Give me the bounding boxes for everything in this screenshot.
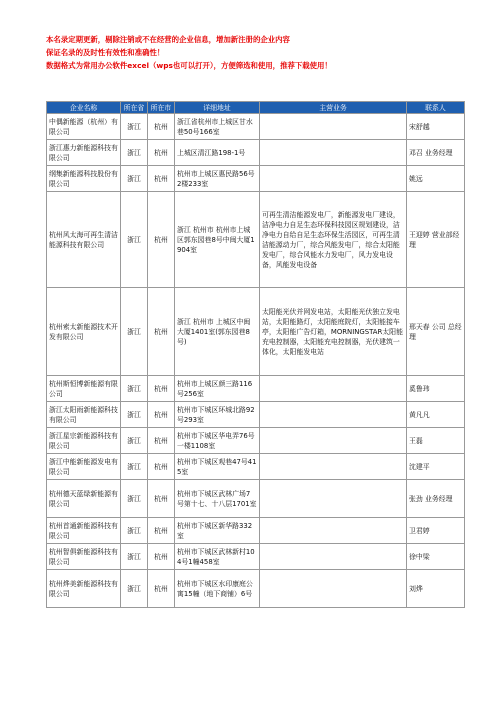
business-cell xyxy=(260,518,407,544)
header-contact: 联系人 xyxy=(407,102,465,114)
contact-cell: 徐中梁 xyxy=(407,544,465,570)
contact-cell: 邓召 业务经理 xyxy=(407,140,465,166)
company-name-cell: 浙江惠力新能源科技有限公司 xyxy=(47,140,121,166)
notice-line-1: 本名录定期更新，剔除注销或不在经营的企业信息，增加新注册的企业内容 xyxy=(46,35,290,44)
province-cell: 浙江 xyxy=(121,376,148,402)
address-cell: 杭州市下城区水印康庭公寓15幢（地下商铺）6号 xyxy=(175,570,260,608)
province-cell: 浙江 xyxy=(121,288,148,376)
company-name-cell: 杭州智俱新能源科技有限公司 xyxy=(47,544,121,570)
business-cell xyxy=(260,570,407,608)
address-cell: 杭州市上城区颜三路116号256室 xyxy=(175,376,260,402)
table-row xyxy=(47,114,465,140)
table-row xyxy=(47,140,465,166)
business-cell: 可再生清洁能源发电厂，新能源发电厂建设，洁净电力自足生态环保科技园区规划建设，洁净电力自给自足生态环保生活园区，可再生清洁能源动力厂，综合风能发电厂，综合太阳能发电厂，综合风能水力发电厂，风力发电设备，风能发电设备 xyxy=(260,192,407,288)
address-cell: 杭州市下城区武林新村104号1幢458室 xyxy=(175,544,260,570)
address-cell: 杭州市下城区观巷47号415室 xyxy=(175,454,260,480)
header-province: 所在省 xyxy=(121,102,148,114)
province-cell: 浙江 xyxy=(121,192,148,288)
contact-cell: 王磊 xyxy=(407,428,465,454)
business-cell xyxy=(260,140,407,166)
notice-line-2: 保证名录的及时性有效性和准确性！ xyxy=(46,48,165,57)
business-cell xyxy=(260,428,407,454)
contact-cell: 黄凡凡 xyxy=(407,402,465,428)
province-cell: 浙江 xyxy=(121,166,148,192)
province-cell: 浙江 xyxy=(121,570,148,608)
city-cell: 杭州 xyxy=(148,428,175,454)
business-cell: 太阳能光伏并网发电站，太阳能光伏独立发电站，太阳能路灯，太阳能庭院灯，太阳能接车亭，太阳能广告灯箱，MORNINGSTAR太阳能充电控制器，太阳能充电控制器，光伏建筑一体化，太阳能发电站 xyxy=(260,288,407,376)
table-row xyxy=(47,166,465,192)
company-name-cell: 杭州烨美新能源科技有限公司 xyxy=(47,570,121,608)
table-row xyxy=(47,428,465,454)
address-cell: 浙江省杭州市上城区甘水巷50号166室 xyxy=(175,114,260,140)
city-cell: 杭州 xyxy=(148,192,175,288)
company-name-cell: 浙江中能新能源发电有限公司 xyxy=(47,454,121,480)
table-row xyxy=(47,402,465,428)
contact-cell: 奚鲁玮 xyxy=(407,376,465,402)
address-cell: 杭州市下城区武林广场7号第十七、十八层1701室 xyxy=(175,480,260,518)
table-row xyxy=(47,288,465,376)
address-cell: 浙江 杭州市 杭州市上城区郭东园巷8号中闽大厦1904室 xyxy=(175,192,260,288)
city-cell: 杭州 xyxy=(148,166,175,192)
company-name-cell: 杭州德天蓝绿新能源有限公司 xyxy=(47,480,121,518)
province-cell: 浙江 xyxy=(121,544,148,570)
table-row xyxy=(47,518,465,544)
table-row xyxy=(47,454,465,480)
contact-cell: 邢天春 公司 总经理 xyxy=(407,288,465,376)
city-cell: 杭州 xyxy=(148,544,175,570)
header-address: 详细地址 xyxy=(175,102,260,114)
city-cell: 杭州 xyxy=(148,454,175,480)
table-row xyxy=(47,480,465,518)
company-name-cell: 杭州索太新能源技术开发有限公司 xyxy=(47,288,121,376)
business-cell xyxy=(260,114,407,140)
city-cell: 杭州 xyxy=(148,518,175,544)
table-row xyxy=(47,570,465,608)
province-cell: 浙江 xyxy=(121,518,148,544)
city-cell: 杭州 xyxy=(148,114,175,140)
contact-cell: 宋舒越 xyxy=(407,114,465,140)
table-row xyxy=(47,544,465,570)
province-cell: 浙江 xyxy=(121,114,148,140)
province-cell: 浙江 xyxy=(121,428,148,454)
company-table xyxy=(46,101,465,608)
address-cell: 浙江 杭州市 上城区中闽大厦1401室(郭东园巷8号) xyxy=(175,288,260,376)
contact-cell: 王迎婷 营业部经理 xyxy=(407,192,465,288)
contact-cell: 沈建平 xyxy=(407,454,465,480)
company-name-cell: 杭州风太海可再生清洁能源科技有限公司 xyxy=(47,192,121,288)
business-cell xyxy=(260,376,407,402)
company-name-cell: 浙江星宗新能源科技有限公司 xyxy=(47,428,121,454)
contact-cell: 卫君婷 xyxy=(407,518,465,544)
business-cell xyxy=(260,166,407,192)
company-name-cell: 中偶新能源（杭州）有限公司 xyxy=(47,114,121,140)
address-cell: 杭州市下城区环城北路92号293室 xyxy=(175,402,260,428)
city-cell: 杭州 xyxy=(148,570,175,608)
province-cell: 浙江 xyxy=(121,480,148,518)
header-business: 主营业务 xyxy=(260,102,407,114)
city-cell: 杭州 xyxy=(148,376,175,402)
table-header-row xyxy=(47,102,465,114)
contact-cell: 张劲 业务经理 xyxy=(407,480,465,518)
province-cell: 浙江 xyxy=(121,140,148,166)
business-cell xyxy=(260,402,407,428)
header-city: 所在市 xyxy=(148,102,175,114)
table-row xyxy=(47,192,465,288)
address-cell: 上城区清江路198-1号 xyxy=(175,140,260,166)
business-cell xyxy=(260,544,407,570)
address-cell: 杭州市下城区新华路332室 xyxy=(175,518,260,544)
address-cell: 杭州市下城区华电弄76号一楼1108室 xyxy=(175,428,260,454)
contact-cell: 姚远 xyxy=(407,166,465,192)
company-name-cell: 杭州斯恒博新能源有限公司 xyxy=(47,376,121,402)
business-cell xyxy=(260,480,407,518)
company-name-cell: 杭州首通新能源科技有限公司 xyxy=(47,518,121,544)
header-company-name: 企业名称 xyxy=(47,102,121,114)
company-name-cell: 纲集新能源科技股份有限公司 xyxy=(47,166,121,192)
company-name-cell: 浙江太阳雨新能源科技有限公司 xyxy=(47,402,121,428)
province-cell: 浙江 xyxy=(121,402,148,428)
city-cell: 杭州 xyxy=(148,288,175,376)
contact-cell: 刘烨 xyxy=(407,570,465,608)
address-cell: 杭州市上城区惠民路56号2楼233室 xyxy=(175,166,260,192)
city-cell: 杭州 xyxy=(148,480,175,518)
table-row xyxy=(47,376,465,402)
city-cell: 杭州 xyxy=(148,140,175,166)
business-cell xyxy=(260,454,407,480)
notice-line-3: 数据格式为常用办公软件excel（wps也可以打开），方便筛选和使用，推荐下载使用！ xyxy=(46,61,332,70)
city-cell: 杭州 xyxy=(148,402,175,428)
province-cell: 浙江 xyxy=(121,454,148,480)
